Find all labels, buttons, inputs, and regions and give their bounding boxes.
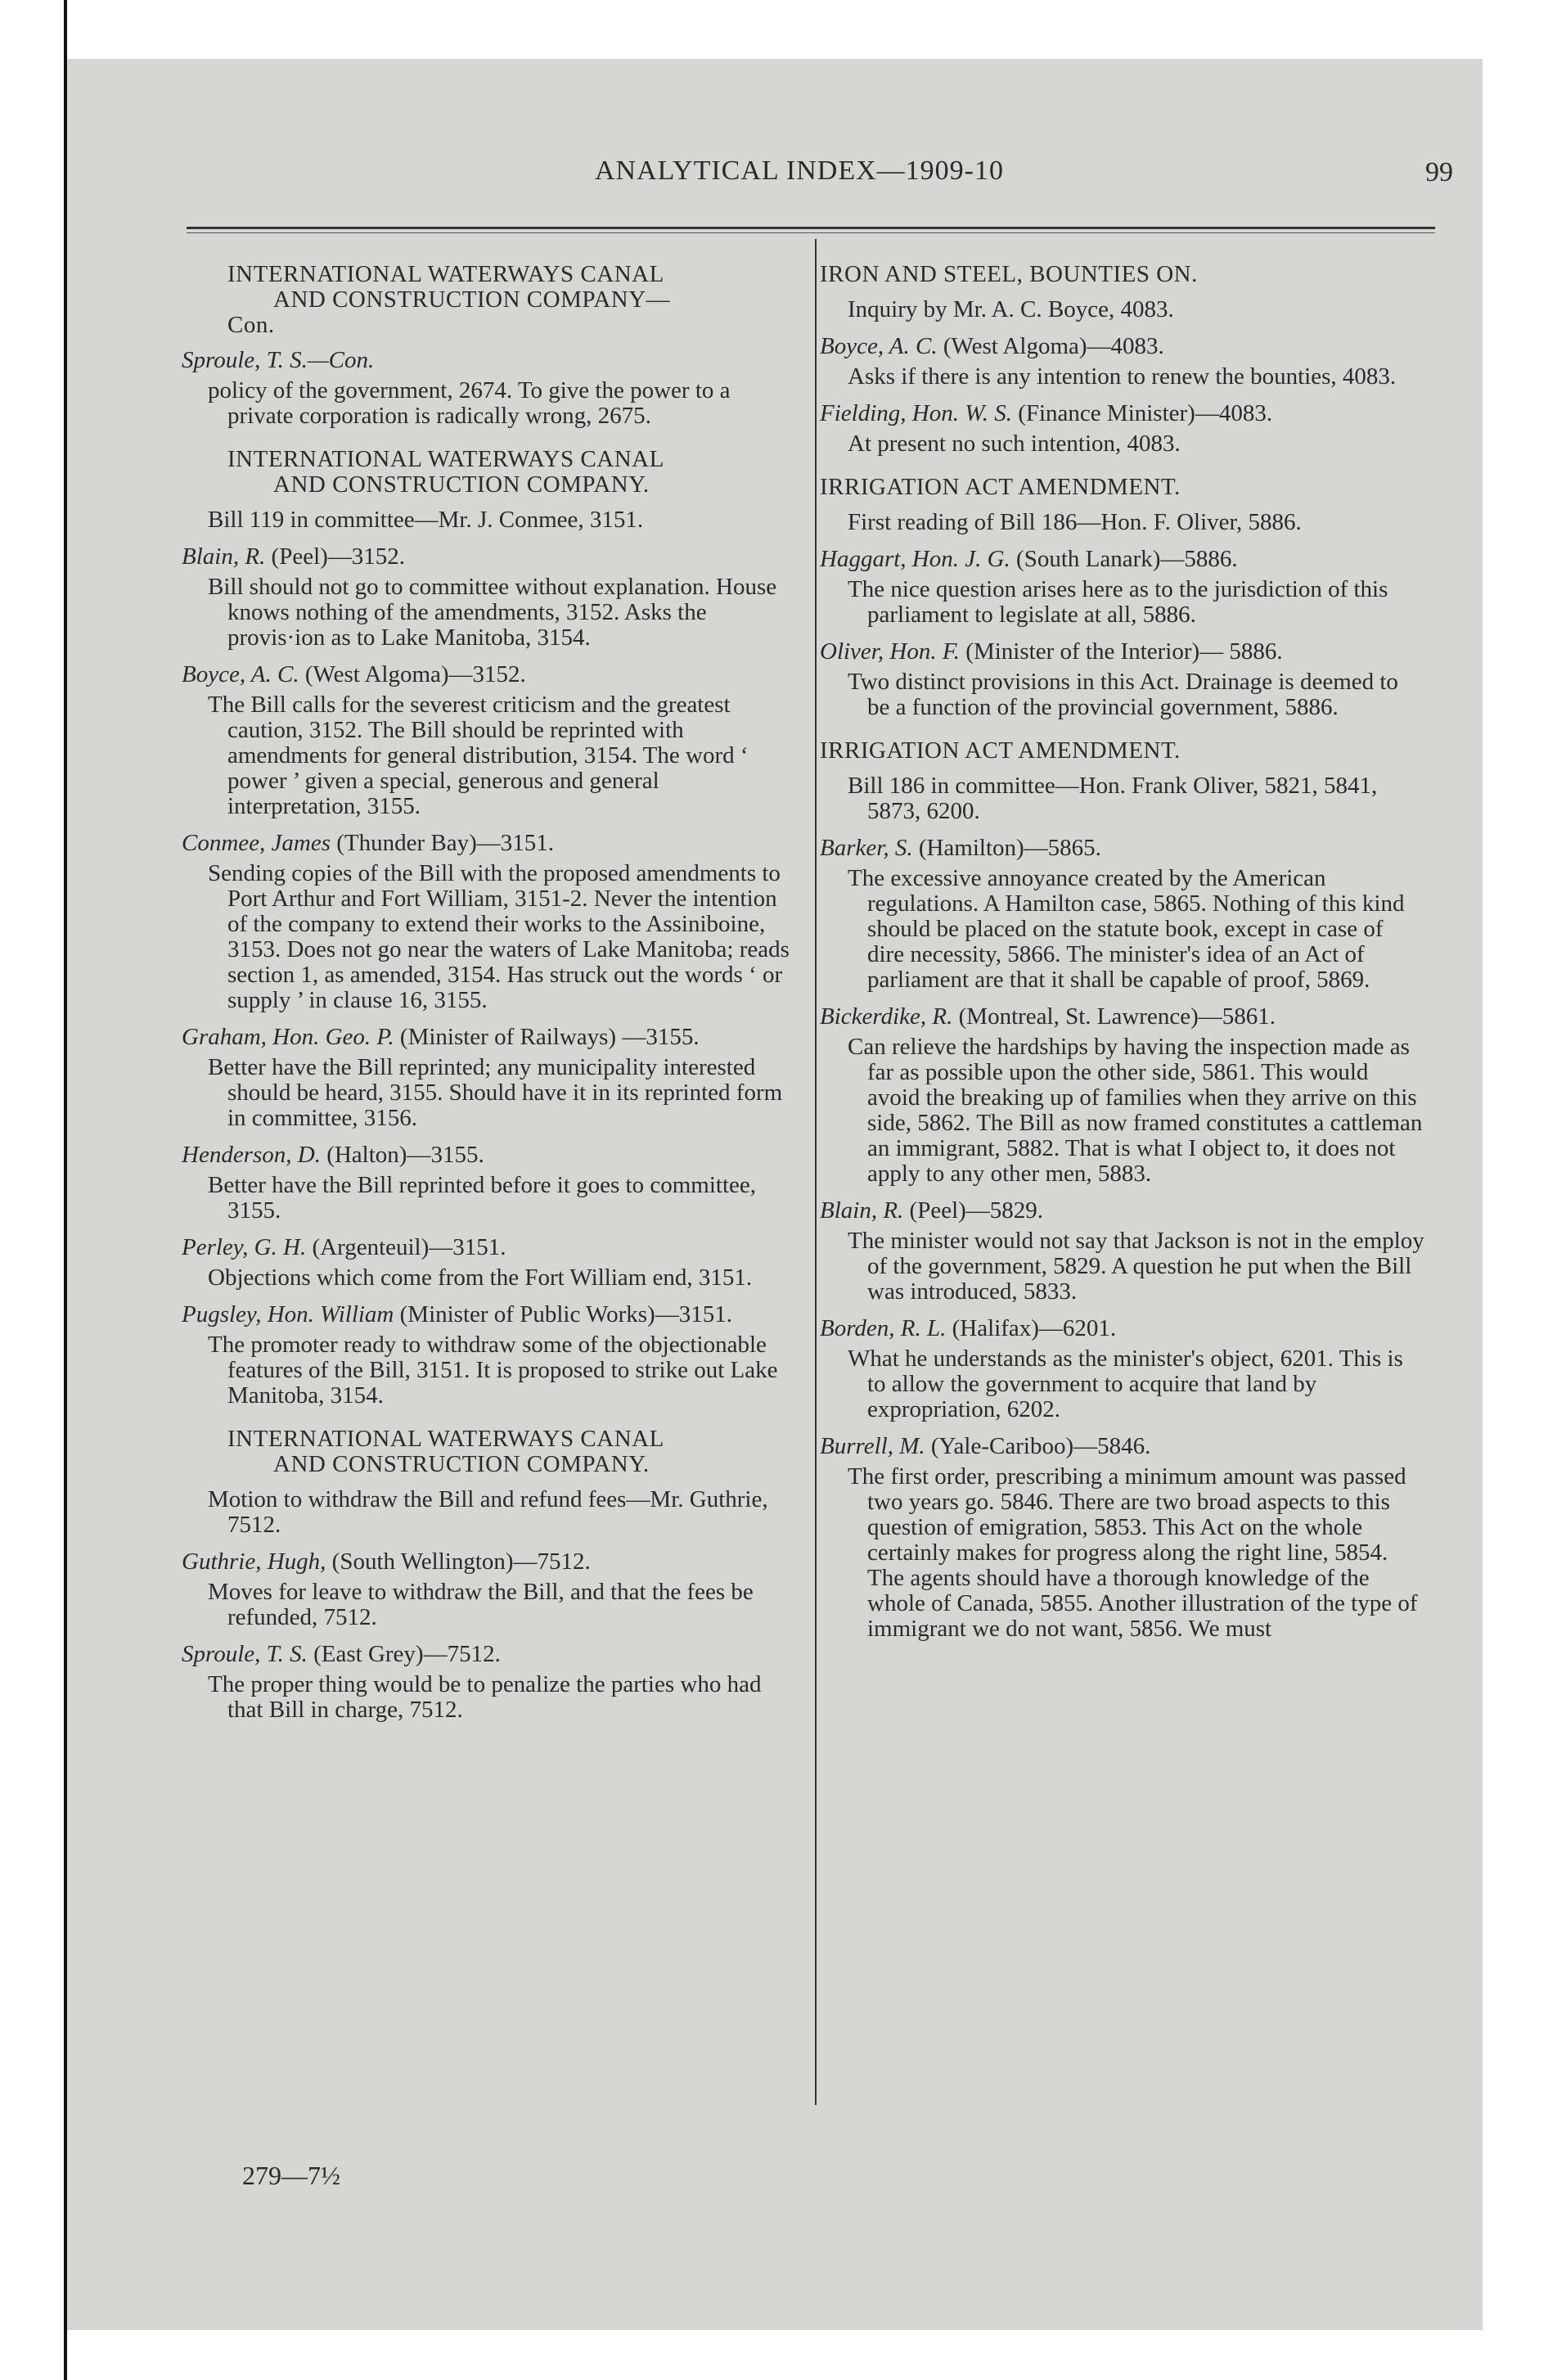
speaker-name: Pugsley, Hon. William <box>182 1301 394 1327</box>
speaker-name: Borden, R. L. <box>820 1315 947 1341</box>
speaker-name: Blain, R. <box>820 1197 904 1224</box>
speaker-entry <box>820 1316 1425 1341</box>
index-item: Motion to withdraw the Bill and refund fees—Mr. Guthrie, 7512. <box>208 1486 768 1538</box>
speaker-entry <box>820 1434 1425 1459</box>
column-divider <box>815 239 817 2105</box>
left-column <box>182 262 795 1734</box>
entry-text: The proper thing would be to penalize the parties who had that Bill in charge, 7512. <box>208 1671 762 1723</box>
speaker-name: Graham, Hon. Geo. P. <box>182 1024 394 1050</box>
speaker-name: Sproule, T. S.—Con. <box>182 347 375 373</box>
speaker-entry <box>182 662 795 687</box>
speaker-role: (Peel)—5829. <box>909 1197 1044 1224</box>
index-heading: IRRIGATION ACT AMENDMENT. <box>820 737 1181 764</box>
heading-line: AND CONSTRUCTION COMPANY. <box>273 471 650 498</box>
speaker-role: (East Grey)—7512. <box>313 1641 501 1667</box>
speaker-entry <box>820 1004 1425 1030</box>
header-rule <box>187 227 1435 229</box>
speaker-name: Perley, G. H. <box>182 1234 307 1260</box>
speaker-entry <box>820 547 1425 572</box>
speaker-role: (Minister of Public Works)—3151. <box>399 1301 732 1327</box>
entry-text: Can relieve the hardships by having the inspection made as far as possible upon the other side, 5861. This would avoid the breaking up of families when they arrive on this side, 5862. The Bill as now framed constitutes a cattleman an immigrant, 5882. That is what I object to, it does not apply to any other men, 5883. <box>848 1034 1423 1187</box>
speaker-role: (Yale-Cariboo)—5846. <box>930 1433 1151 1459</box>
index-item: Bill 119 in committee—Mr. J. Conmee, 3151. <box>208 507 644 533</box>
speaker-role: (Finance Minister)—4083. <box>1018 400 1273 426</box>
entry-text: Two distinct provisions in this Act. Drainage is deemed to be a function of the provincial government, 5886. <box>848 669 1398 720</box>
speaker-role: (Minister of the Interior)— 5886. <box>965 638 1283 665</box>
page-title: ANALYTICAL INDEX—1909-10 <box>595 156 1004 186</box>
speaker-entry <box>182 544 795 570</box>
speaker-name: Burrell, M. <box>820 1433 925 1459</box>
index-item: First reading of Bill 186—Hon. F. Oliver, 5886. <box>848 509 1302 535</box>
heading-line: INTERNATIONAL WATERWAYS CANAL <box>227 1426 664 1452</box>
index-heading: IRRIGATION ACT AMENDMENT. <box>820 474 1181 500</box>
speaker-role: (South Wellington)—7512. <box>331 1548 591 1575</box>
entry-text: Better have the Bill reprinted before it goes to committee, 3155. <box>208 1172 757 1224</box>
index-heading: IRON AND STEEL, BOUNTIES ON. <box>820 261 1198 287</box>
speaker-name: Conmee, James <box>182 830 331 856</box>
speaker-role: (South Lanark)—5886. <box>1016 546 1238 572</box>
speaker-entry <box>820 334 1425 359</box>
entry-text: Asks if there is any intention to renew the bounties, 4083. <box>848 363 1397 390</box>
entry-text: At present no such intention, 4083. <box>848 430 1181 457</box>
speaker-entry <box>182 1025 795 1050</box>
entry-text: The first order, prescribing a minimum amount was passed two years go. 5846. There are two broad aspects to this question of emigration, 5853. This Act on the whole certainly makes for progress along the right line, 5854. The agents should have a thorough knowledge of the whole of Canada, 5855. Another illustration of the type of immigrant we do not want, 5856. We must <box>848 1463 1418 1642</box>
entry-text: Objections which come from the Fort William end, 3151. <box>208 1264 753 1291</box>
entry-text: The minister would not say that Jackson is not in the employ of the government, 5829. A question he put when the Bill was introduced, 5833. <box>848 1228 1424 1305</box>
speaker-role: (Argenteuil)—3151. <box>312 1234 506 1260</box>
speaker-role: (Hamilton)—5865. <box>918 835 1101 861</box>
entry-text: The excessive annoyance created by the American regulations. A Hamilton case, 5865. Nothing of this kind should be placed on the statute book, except in case of dire necessity, 5866. The minister's idea of an Act of parliament are that it shall be capable of proof, 5869. <box>848 865 1405 993</box>
entry-text: Sending copies of the Bill with the proposed amendments to Port Arthur and Fort William, 3151-2. Never the intention of the company to extend their works to the Assiniboine, 3153. Does not go near the waters of Lake Manitoba; reads section 1, as amended, 3154. Has struck out the words ‘ or supply ’ in clause 16, 3155. <box>208 860 790 1013</box>
speaker-name: Blain, R. <box>182 543 266 570</box>
speaker-entry <box>182 831 795 856</box>
heading-line: Con. <box>227 312 275 338</box>
heading-line: AND CONSTRUCTION COMPANY. <box>273 1451 650 1477</box>
speaker-entry <box>182 1235 795 1260</box>
heading-line: INTERNATIONAL WATERWAYS CANAL <box>227 446 664 472</box>
index-item: Inquiry by Mr. A. C. Boyce, 4083. <box>848 296 1174 322</box>
speaker-name: Henderson, D. <box>182 1142 321 1168</box>
index-heading <box>182 447 795 498</box>
speaker-name: Oliver, Hon. F. <box>820 638 961 665</box>
page-header <box>67 105 1483 187</box>
speaker-entry <box>820 401 1425 426</box>
speaker-role: (Minister of Railways) —3155. <box>399 1024 700 1050</box>
speaker-name: Boyce, A. C. <box>820 333 938 359</box>
speaker-role: (West Algoma)—4083. <box>943 333 1164 359</box>
page-number: 99 <box>1425 157 1453 187</box>
entry-text: The Bill calls for the severest criticism and the greatest caution, 3152. The Bill should be reprinted with amendments for general distribution, 3154. The word ‘ power ’ given a special, generous and general interpretation, 3155. <box>208 692 749 819</box>
speaker-name: Sproule, T. S. <box>182 1641 308 1667</box>
entry-text: The nice question arises here as to the jurisdiction of this parliament to legislate at all, 5886. <box>848 576 1388 628</box>
speaker-role: (Halifax)—6201. <box>952 1315 1117 1341</box>
speaker-entry <box>182 1302 795 1327</box>
speaker-name: Haggart, Hon. J. G. <box>820 546 1010 572</box>
speaker-entry <box>182 1642 795 1667</box>
speaker-name: Guthrie, Hugh, <box>182 1548 326 1575</box>
speaker-entry <box>182 1549 795 1575</box>
speaker-role: (Peel)—3152. <box>271 543 406 570</box>
index-heading <box>182 1427 795 1477</box>
heading-line: INTERNATIONAL WATERWAYS CANAL <box>227 261 664 287</box>
entry-text: policy of the government, 2674. To give the power to a private corporation is radically wrong, 2675. <box>208 377 731 429</box>
entry-text: What he understands as the minister's object, 6201. This is to allow the government to acquire that land by expropriation, 6202. <box>848 1346 1403 1422</box>
entry-text: Moves for leave to withdraw the Bill, and that the fees be refunded, 7512. <box>208 1579 754 1630</box>
speaker-name: Fielding, Hon. W. S. <box>820 400 1012 426</box>
entry-text: Better have the Bill reprinted; any municipality interested should be heard, 3155. Should have it in its reprinted form in committee, 3156. <box>208 1054 783 1131</box>
speaker-name: Boyce, A. C. <box>182 661 299 687</box>
header-rule-thin <box>187 232 1435 233</box>
speaker-entry <box>182 1143 795 1168</box>
speaker-name: Barker, S. <box>820 835 913 861</box>
index-heading <box>182 262 795 338</box>
speaker-role: (West Algoma)—3152. <box>304 661 526 687</box>
signature-mark: 279—7½ <box>242 2161 340 2190</box>
speaker-role: (Halton)—3155. <box>326 1142 484 1168</box>
speaker-entry <box>820 836 1425 861</box>
entry-text: Bill should not go to committee without explanation. House knows nothing of the amendments, 3152. Asks the provis·ion as to Lake Manitoba, 3154. <box>208 574 777 651</box>
right-column <box>820 262 1425 1653</box>
speaker-name: Bickerdike, R. <box>820 1003 953 1030</box>
speaker-entry <box>820 639 1425 665</box>
speaker-role: (Thunder Bay)—3151. <box>336 830 555 856</box>
speaker-entry <box>820 1198 1425 1224</box>
heading-line: AND CONSTRUCTION COMPANY— <box>273 286 671 313</box>
index-item: Bill 186 in committee—Hon. Frank Oliver, 5821, 5841, 5873, 6200. <box>848 773 1378 824</box>
entry-text: The promoter ready to withdraw some of the objectionable features of the Bill, 3151. It is proposed to strike out Lake Manitoba, 3154. <box>208 1332 778 1409</box>
speaker-role: (Montreal, St. Lawrence)—5861. <box>958 1003 1276 1030</box>
